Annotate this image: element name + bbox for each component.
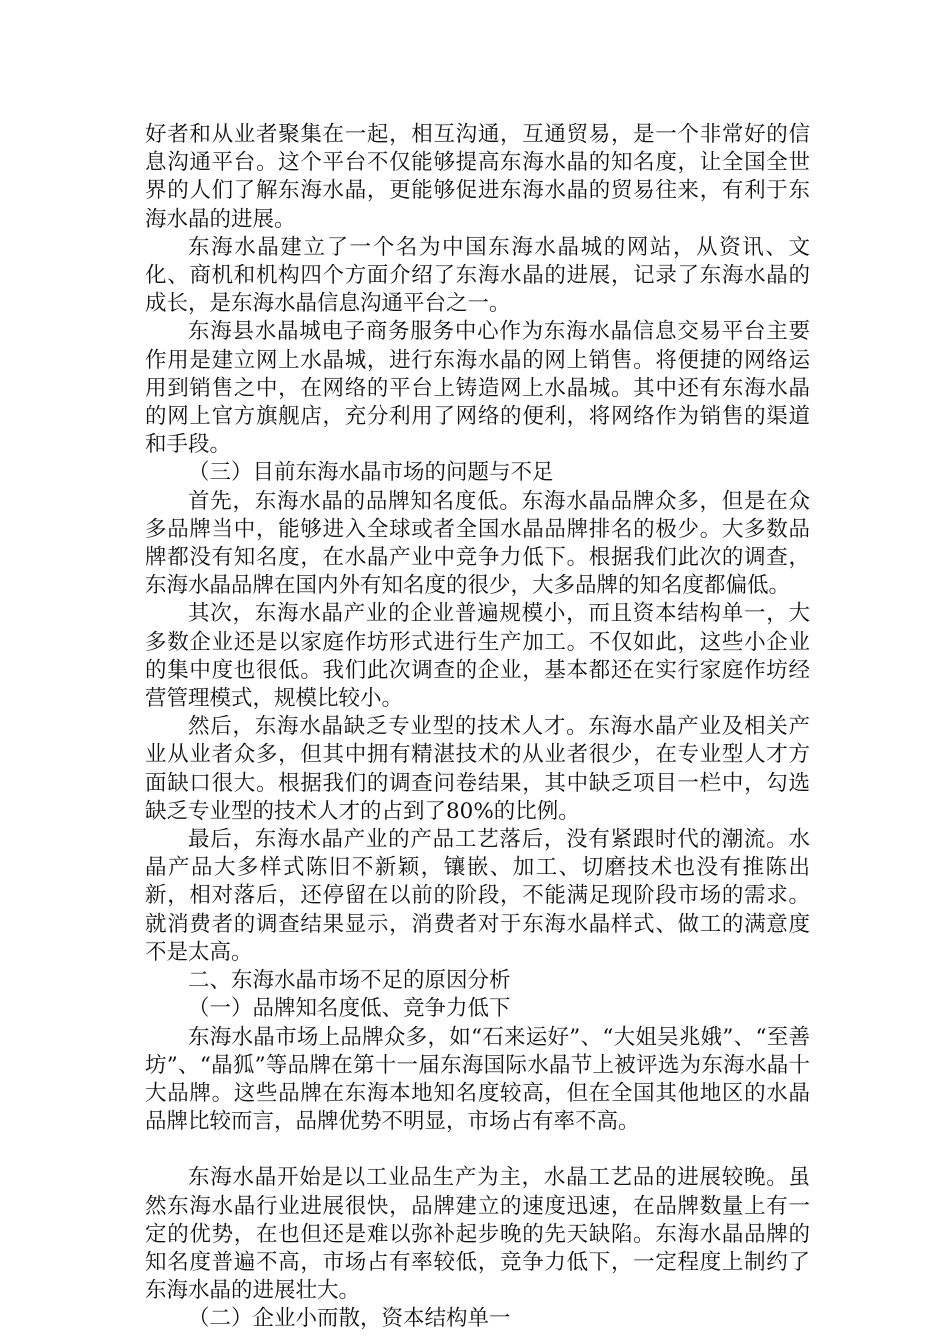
section-heading-brand-competition: （一）品牌知名度低、竞争力低下 [188,996,511,1022]
section-heading-small-enterprises: （二）企业小而散，资本结构单一 [188,1306,511,1332]
section-heading-problems: （三）目前东海水晶市场的问题与不足 [188,460,554,486]
paragraph-late-start: 东海水晶开始是以工业品生产为主，水晶工艺品的进展较晚。虽然东海水晶行业进展很快，品牌建立的速度迅速，在品牌数量上有一定的优势，在也但还是难以弥补起步晚的先天缺陷。东海水晶品牌的知名度普遍不高，市场占有率较低，竞争力低下，一定程度上制约了东海水晶的进展壮大。 [145,1165,810,1304]
paragraph-website: 东海水晶建立了一个名为中国东海水晶城的网站，从资讯、文化、商机和机构四个方面介绍了东海水晶的进展，记录了东海水晶的成长，是东海水晶信息沟通平台之一。 [145,234,810,317]
paragraph-enterprise-scale: 其次，东海水晶产业的企业普遍规模小，而且资本结构单一，大多数企业还是以家庭作坊形式进行生产加工。不仅如此，这些小企业的集中度也很低。我们此次调查的企业，基本都还在实行家庭作坊经营管理模式，规模比较小。 [145,601,810,712]
chapter-heading-causes: 二、东海水晶市场不足的原因分析 [188,968,511,994]
blank-line [145,1136,810,1164]
paragraph-top-brands: 东海水晶市场上品牌众多，如“石来运好”、“大姐吴兆娥”、“至善坊”、“晶狐”等品牌在第十一届东海国际水晶节上被评选为东海水晶十大品牌。这些品牌在东海本地知名度较高，但在全国其他地区的水晶品牌比较而言，品牌优势不明显，市场占有率不高。 [145,1024,810,1135]
document-page [145,121,810,1334]
paragraph-talent-shortage: 然后，东海水晶缺乏专业型的技术人才。东海水晶产业及相关产业从业者众多，但其中拥有精湛技术的从业者很少，在专业型人才方面缺口很大。根据我们的调查问卷结果，其中缺乏项目一栏中，勾选缺乏专业型的技术人才的占到了80%的比例。 [145,714,810,824]
paragraph-ecommerce-center: 东海县水晶城电子商务服务中心作为东海水晶信息交易平台主要作用是建立网上水晶城，进行东海水晶的网上销售。将便捷的网络运用到销售之中，在网络的平台上铸造网上水晶城。其中还有东海水晶的网上官方旗舰店，充分利用了网络的便利，将网络作为销售的渠道和手段。 [145,319,810,458]
paragraph-brand-awareness: 首先，东海水晶的品牌知名度低。东海水晶品牌众多，但是在众多品牌当中，能够进入全球或者全国水晶品牌排名的极少。大多数品牌都没有知名度，在水晶产业中竞争力低下。根据我们此次的调查，东海水晶品牌在国内外有知名度的很少，大多品牌的知名度都偏低。 [145,488,810,599]
paragraph-craft-backward: 最后，东海水晶产业的产品工艺落后，没有紧跟时代的潮流。水晶产品大多样式陈旧不新颖，镶嵌、加工、切磨技术也没有推陈出新，相对落后，还停留在以前的阶段，不能满足现阶段市场的需求。就消费者的调查结果显示，消费者对于东海水晶样式、做工的满意度不是太高。 [145,827,810,965]
paragraph-platform-continued: 好者和从业者聚集在一起，相互沟通，互通贸易，是一个非常好的信息沟通平台。这个平台不仅能够提高东海水晶的知名度，让全国全世界的人们了解东海水晶，更能够促进东海水晶的贸易往来，有利于东海水晶的进展。 [145,122,810,232]
